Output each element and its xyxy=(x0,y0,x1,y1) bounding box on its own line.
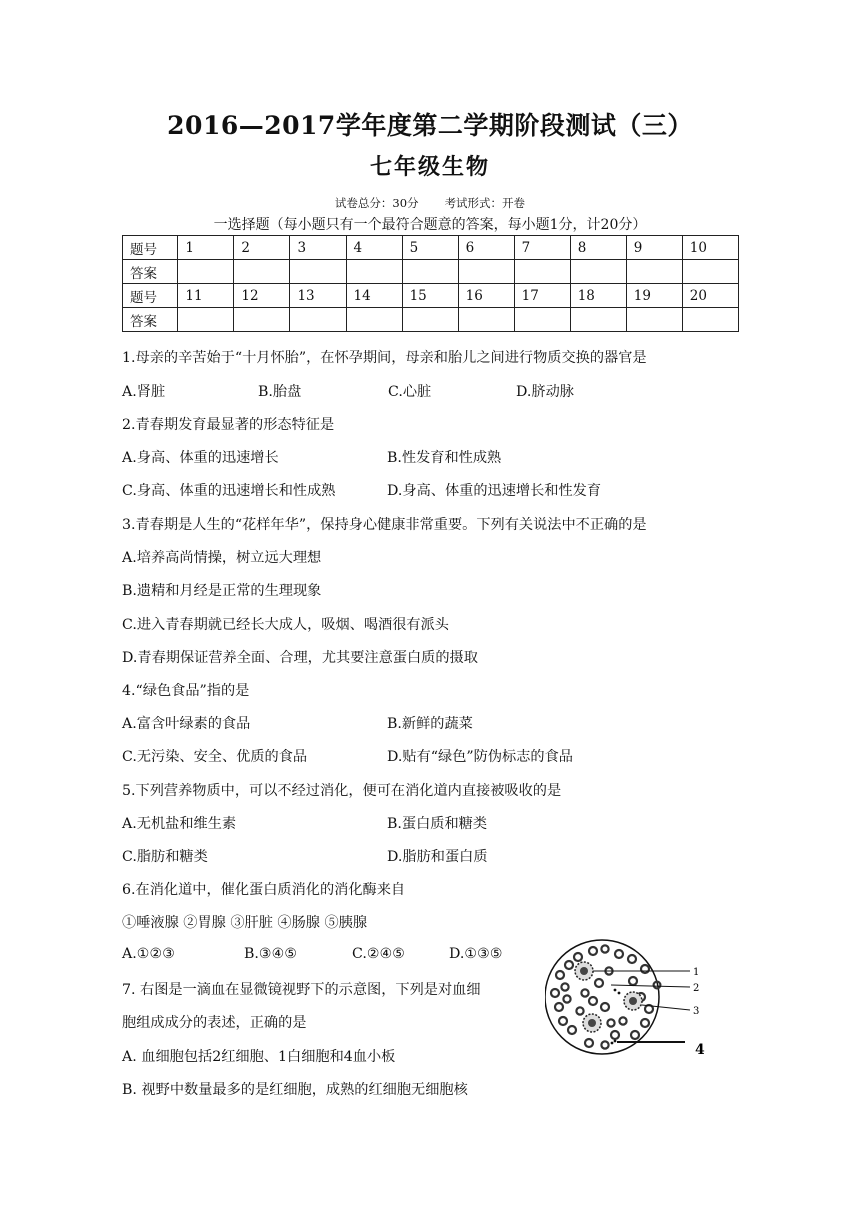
answer-cell[interactable] xyxy=(458,308,514,332)
blood-cell-drawing xyxy=(545,940,690,1054)
row-label: 答案 xyxy=(123,308,178,332)
answer-cell[interactable] xyxy=(402,260,458,284)
q5-option-b: B.蛋白质和糖类 xyxy=(387,816,488,832)
figure-label-4: 4 xyxy=(695,1042,705,1058)
exam-format: 考试形式：开卷 xyxy=(444,196,526,210)
q6-items: ①唾液腺 ②胃腺 ③肝脏 ④肠腺 ⑤胰腺 xyxy=(122,915,368,931)
row-label: 题号 xyxy=(123,284,178,308)
answer-cell[interactable] xyxy=(626,308,682,332)
answer-cell[interactable] xyxy=(234,308,290,332)
q6-option-c: C.②④⑤ xyxy=(352,946,406,962)
q6-option-a: A.①②③ xyxy=(122,946,175,962)
question-3-stem: 3.青春期是人生的“花样年华”，保持身心健康非常重要。下列有关说法中不正确的是 xyxy=(122,517,647,533)
table-cell: 1 xyxy=(178,236,234,260)
answer-cell[interactable] xyxy=(514,308,570,332)
q4-option-c: C.无污染、安全、优质的食品 xyxy=(122,749,308,765)
q2-option-b: B.性发育和性成熟 xyxy=(387,450,502,466)
table-cell: 2 xyxy=(234,236,290,260)
table-cell: 14 xyxy=(346,284,402,308)
table-cell: 17 xyxy=(514,284,570,308)
q6-option-b: B.③④⑤ xyxy=(244,946,298,962)
q3-option-d: D.青春期保证营养全面、合理，尤其要注意蛋白质的摄取 xyxy=(122,650,478,666)
q1-option-d: D.脐动脉 xyxy=(516,384,574,400)
figure-label-1: 1 xyxy=(693,967,700,978)
table-row xyxy=(123,236,739,260)
question-2-stem: 2.青春期发育最显著的形态特征是 xyxy=(122,417,335,433)
answer-table xyxy=(122,235,739,332)
table-cell: 16 xyxy=(458,284,514,308)
page-subtitle: 七年级生物 xyxy=(369,154,490,180)
row-label: 题号 xyxy=(123,236,178,260)
answer-cell[interactable] xyxy=(682,308,738,332)
answer-cell[interactable] xyxy=(290,260,346,284)
q5-option-d: D.脂肪和蛋白质 xyxy=(387,849,488,865)
q3-option-a: A.培养高尚情操，树立远大理想 xyxy=(122,550,322,566)
question-1-stem: 1.母亲的辛苦始于“十月怀胎”，在怀孕期间，母亲和胎儿之间进行物质交换的器官是 xyxy=(122,350,647,366)
answer-cell[interactable] xyxy=(458,260,514,284)
table-cell: 7 xyxy=(514,236,570,260)
q4-option-b: B.新鲜的蔬菜 xyxy=(387,716,473,732)
answer-cell[interactable] xyxy=(402,308,458,332)
question-7-stem-line1: 7. 右图是一滴血在显微镜视野下的示意图，下列是对血细 xyxy=(122,982,481,998)
table-cell: 10 xyxy=(682,236,738,260)
table-row xyxy=(123,284,739,308)
answer-cell[interactable] xyxy=(570,308,626,332)
table-cell: 18 xyxy=(570,284,626,308)
q6-option-d: D.①③⑤ xyxy=(449,946,503,962)
q2-option-c: C.身高、体重的迅速增长和性成熟 xyxy=(122,483,336,499)
answer-cell[interactable] xyxy=(346,260,402,284)
figure-label-3: 3 xyxy=(693,1006,700,1017)
blood-smear-figure xyxy=(545,935,725,1065)
table-cell: 12 xyxy=(234,284,290,308)
table-cell: 20 xyxy=(682,284,738,308)
q4-option-d: D.贴有“绿色”防伪标志的食品 xyxy=(387,749,573,765)
table-cell: 6 xyxy=(458,236,514,260)
section-heading: 一选择题（每小题只有一个最符合题意的答案，每小题1分，计20分） xyxy=(213,217,647,233)
exam-meta xyxy=(0,195,860,211)
q5-option-c: C.脂肪和糖类 xyxy=(122,849,208,865)
q5-option-a: A.无机盐和维生素 xyxy=(122,816,237,832)
row-label: 答案 xyxy=(123,260,178,284)
table-row xyxy=(123,260,739,284)
answer-cell[interactable] xyxy=(178,260,234,284)
q3-option-b: B.遗精和月经是正常的生理现象 xyxy=(122,583,322,599)
question-7-stem-line2: 胞组成成分的表述，正确的是 xyxy=(122,1015,307,1031)
total-score: 试卷总分：30分 xyxy=(334,196,419,210)
table-cell: 4 xyxy=(346,236,402,260)
table-row xyxy=(123,308,739,332)
q1-option-a: A.肾脏 xyxy=(122,384,166,400)
q1-option-b: B.胎盘 xyxy=(258,384,302,400)
table-cell: 9 xyxy=(626,236,682,260)
q7-option-a: A. 血细胞包括2红细胞、1白细胞和4血小板 xyxy=(122,1049,396,1065)
question-6-stem: 6.在消化道中，催化蛋白质消化的消化酶来自 xyxy=(122,882,406,898)
table-cell: 5 xyxy=(402,236,458,260)
answer-cell[interactable] xyxy=(346,308,402,332)
answer-cell[interactable] xyxy=(682,260,738,284)
answer-cell[interactable] xyxy=(514,260,570,284)
q2-option-a: A.身高、体重的迅速增长 xyxy=(122,450,279,466)
table-cell: 3 xyxy=(290,236,346,260)
answer-cell[interactable] xyxy=(234,260,290,284)
answer-cell[interactable] xyxy=(626,260,682,284)
q2-option-d: D.身高、体重的迅速增长和性发育 xyxy=(387,483,602,499)
q1-option-c: C.心脏 xyxy=(388,384,432,400)
answer-cell[interactable] xyxy=(290,308,346,332)
q7-option-b: B. 视野中数量最多的是红细胞，成熟的红细胞无细胞核 xyxy=(122,1082,468,1098)
table-cell: 13 xyxy=(290,284,346,308)
answer-cell[interactable] xyxy=(178,308,234,332)
question-4-stem: 4.“绿色食品”指的是 xyxy=(122,683,250,699)
table-cell: 19 xyxy=(626,284,682,308)
q3-option-c: C.进入青春期就已经长大成人，吸烟、喝酒很有派头 xyxy=(122,617,449,633)
q4-option-a: A.富含叶绿素的食品 xyxy=(122,716,251,732)
table-cell: 8 xyxy=(570,236,626,260)
page-title: 2016—2017学年度第二学期阶段测试（三） xyxy=(167,111,693,140)
table-cell: 11 xyxy=(178,284,234,308)
figure-label-2: 2 xyxy=(693,983,700,994)
table-cell: 15 xyxy=(402,284,458,308)
answer-cell[interactable] xyxy=(570,260,626,284)
question-5-stem: 5.下列营养物质中，可以不经过消化，便可在消化道内直接被吸收的是 xyxy=(122,783,562,799)
